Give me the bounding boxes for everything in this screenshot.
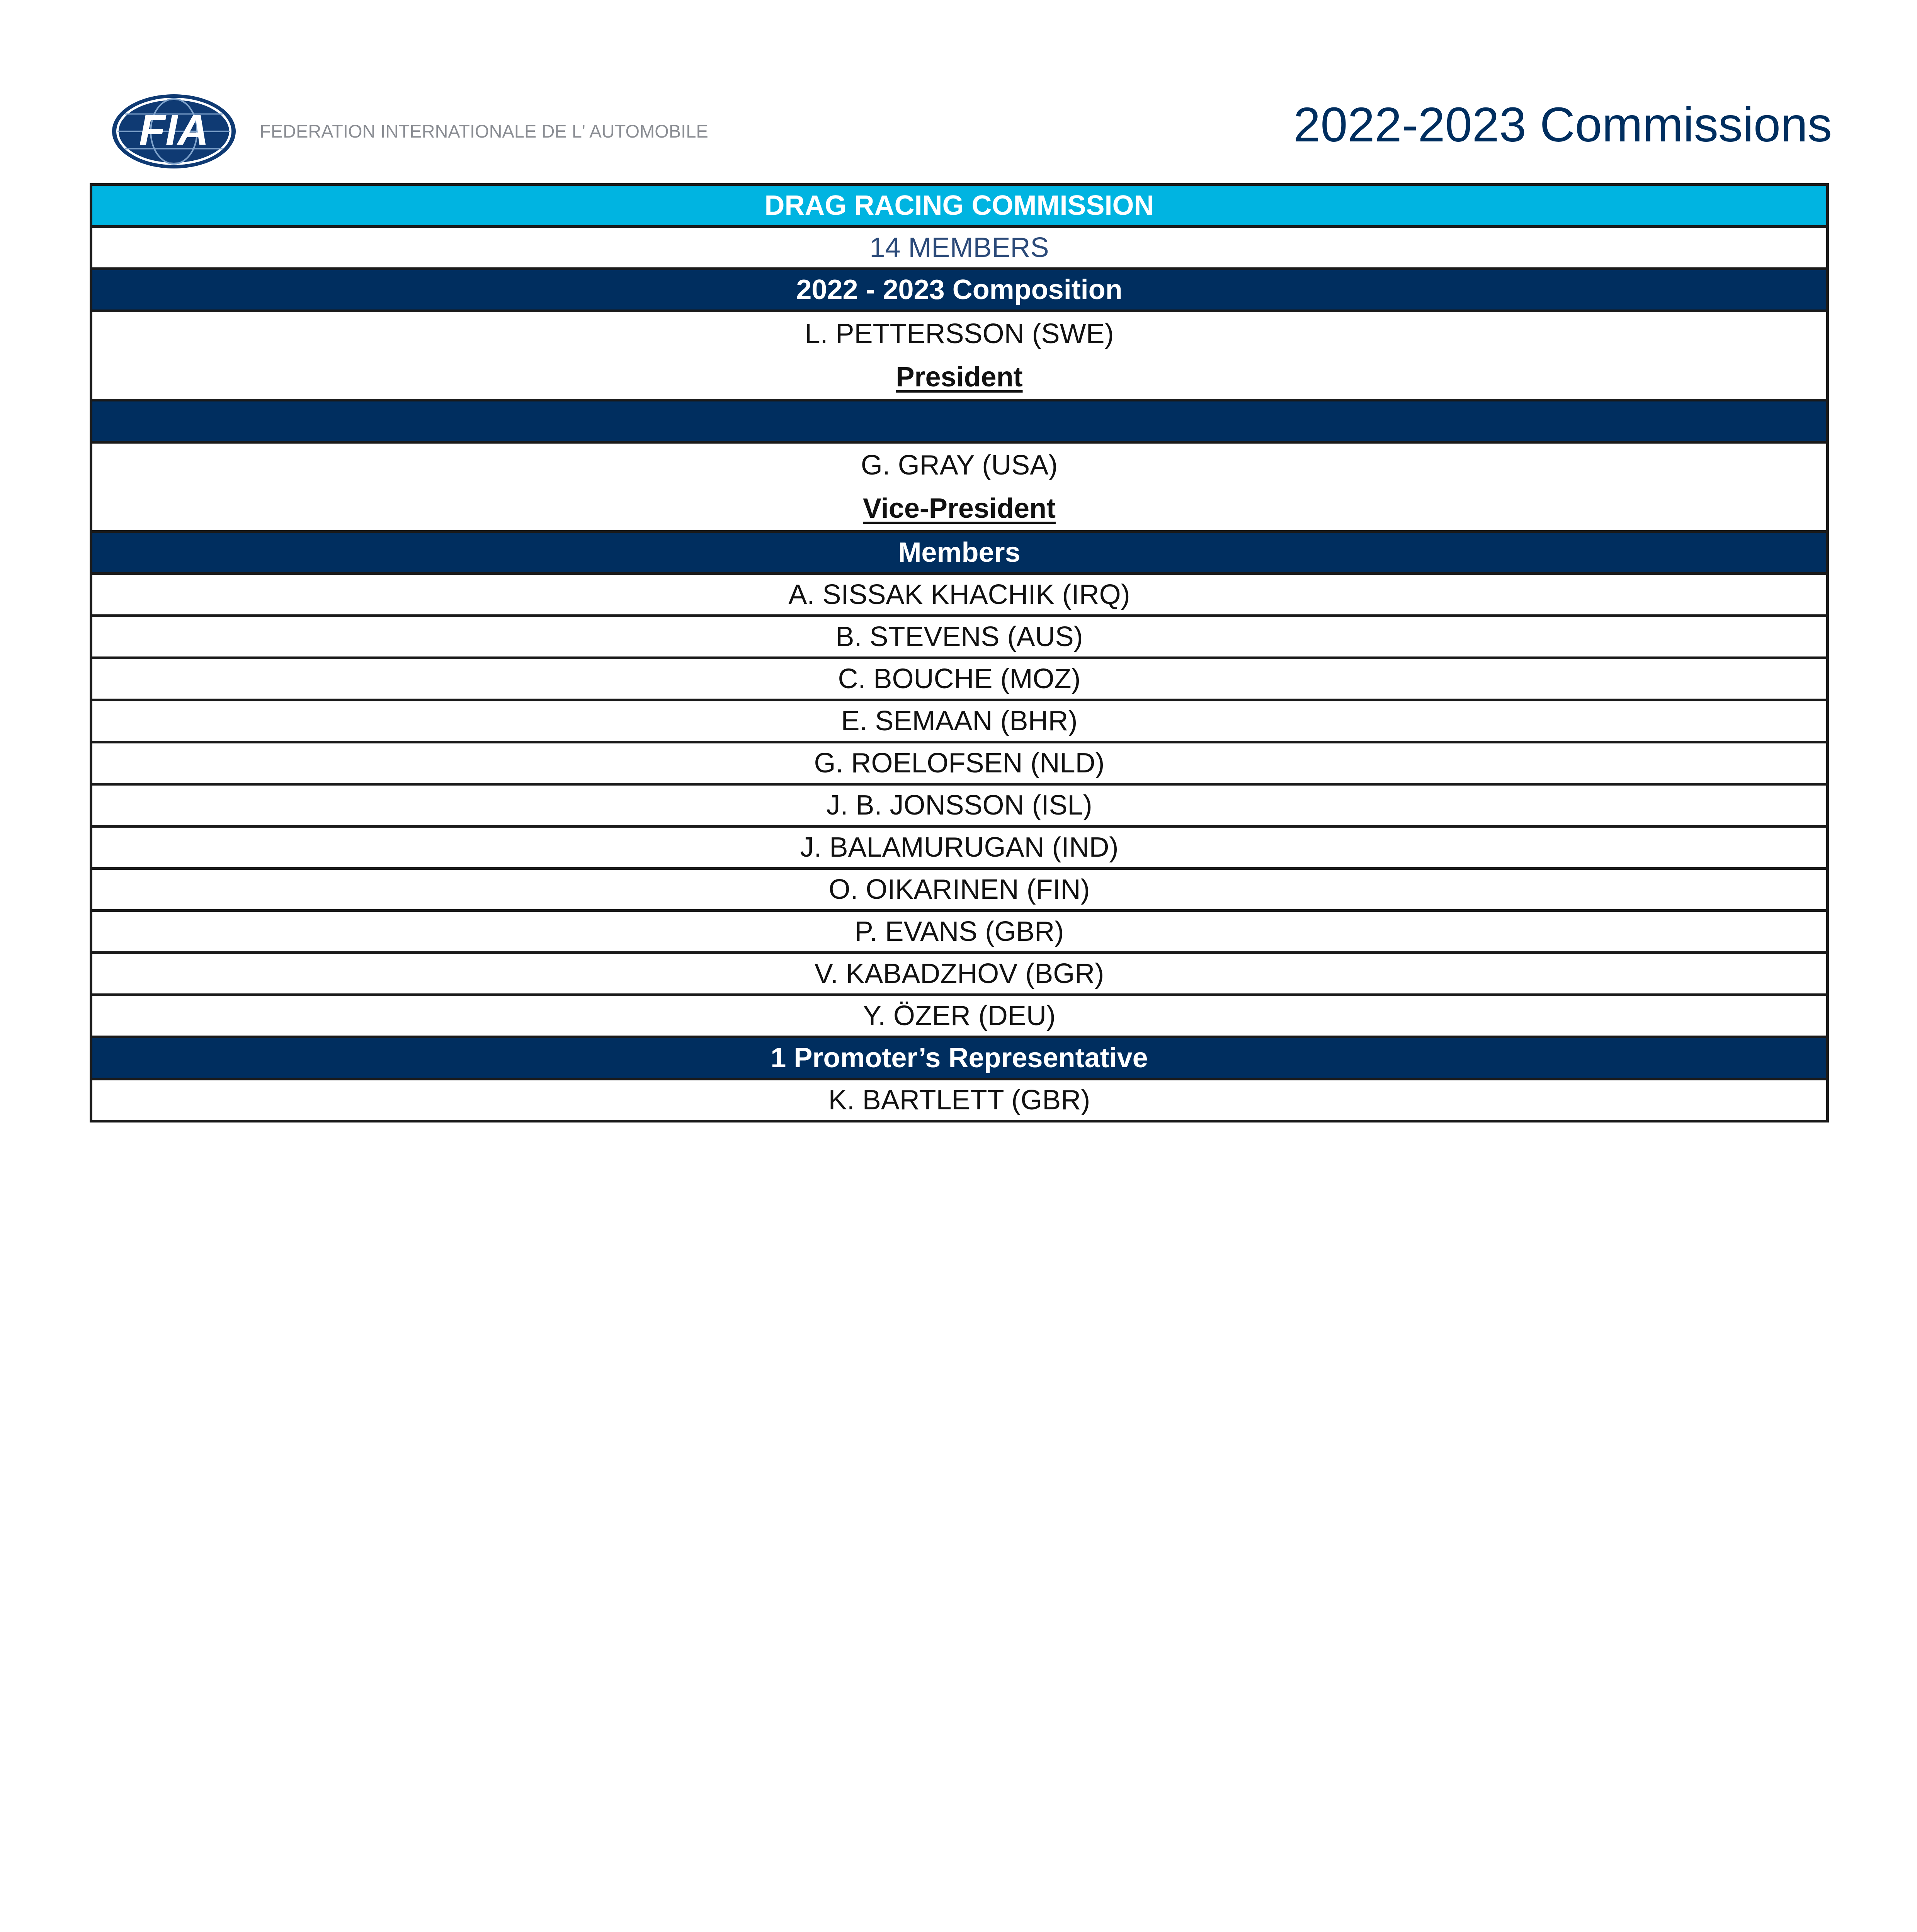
member-name: C. BOUCHE (MOZ) <box>91 658 1828 700</box>
president-cell <box>91 311 1828 400</box>
member-name: O. OIKARINEN (FIN) <box>91 869 1828 911</box>
member-name: Y. ÖZER (DEU) <box>91 995 1828 1037</box>
member-name: J. B. JONSSON (ISL) <box>91 784 1828 827</box>
vice-president-row <box>91 442 1828 532</box>
member-row <box>91 995 1828 1037</box>
member-name: V. KABADZHOV (BGR) <box>91 953 1828 995</box>
president-role: President <box>896 362 1023 393</box>
vice-president-name: G. GRAY (USA) <box>861 450 1058 481</box>
member-row <box>91 700 1828 742</box>
member-row <box>91 658 1828 700</box>
separator-row <box>91 400 1828 442</box>
document-title: 2022-2023 Commissions <box>1293 97 1832 152</box>
members-label: Members <box>91 532 1828 574</box>
separator-cell <box>91 400 1828 442</box>
member-name: J. BALAMURUGAN (IND) <box>91 827 1828 869</box>
member-name: G. ROELOFSEN (NLD) <box>91 742 1828 784</box>
member-name: B. STEVENS (AUS) <box>91 616 1828 658</box>
promoter-header-row <box>91 1037 1828 1079</box>
member-row <box>91 784 1828 827</box>
members-header-row <box>91 532 1828 574</box>
member-row <box>91 616 1828 658</box>
member-row <box>91 953 1828 995</box>
commission-table <box>90 183 1829 1122</box>
composition-label: 2022 - 2023 Composition <box>91 269 1828 311</box>
member-name: A. SISSAK KHACHIK (IRQ) <box>91 574 1828 616</box>
president-row <box>91 311 1828 400</box>
fia-logo <box>108 91 240 172</box>
member-row <box>91 742 1828 784</box>
vice-president-role: Vice-President <box>863 493 1056 524</box>
promoter-name: K. BARTLETT (GBR) <box>91 1079 1828 1121</box>
member-name: E. SEMAAN (BHR) <box>91 700 1828 742</box>
fia-logo-text: FIA <box>139 106 209 154</box>
member-count-row <box>91 227 1828 269</box>
organization-name: FEDERATION INTERNATIONALE DE L' AUTOMOBILE <box>260 121 708 141</box>
promoter-row <box>91 1079 1828 1121</box>
member-row <box>91 574 1828 616</box>
promoter-label: 1 Promoter’s Representative <box>91 1037 1828 1079</box>
composition-header-row <box>91 269 1828 311</box>
member-count: 14 MEMBERS <box>91 227 1828 269</box>
president-name: L. PETTERSSON (SWE) <box>805 318 1114 349</box>
commission-name: DRAG RACING COMMISSION <box>91 185 1828 227</box>
member-row <box>91 869 1828 911</box>
member-name: P. EVANS (GBR) <box>91 911 1828 953</box>
member-row <box>91 827 1828 869</box>
commission-title-row <box>91 185 1828 227</box>
member-row <box>91 911 1828 953</box>
vice-president-cell <box>91 442 1828 532</box>
